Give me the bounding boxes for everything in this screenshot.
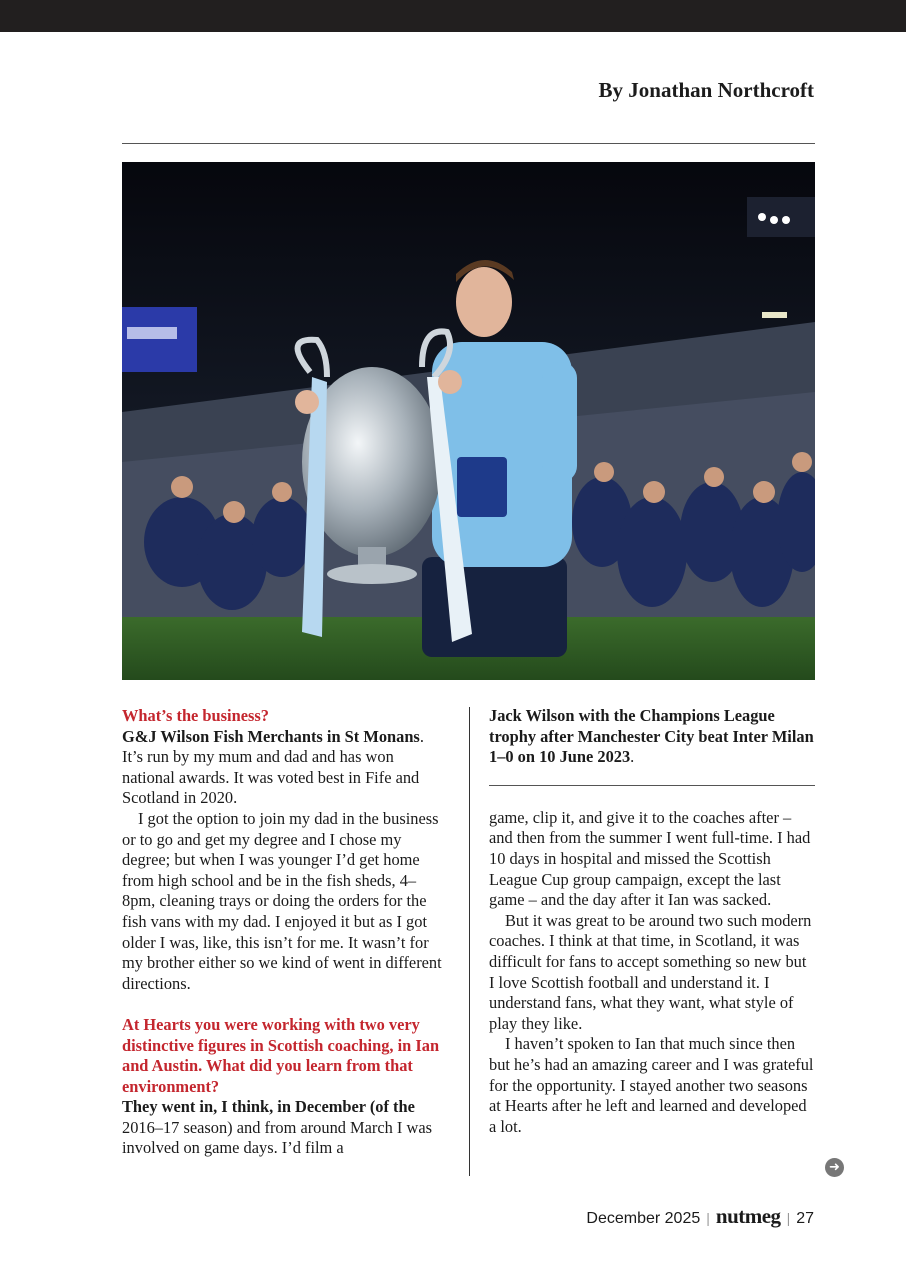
top-bar <box>0 0 906 32</box>
answer-lead: They went in, I think, in December (of the <box>122 1097 415 1117</box>
answer-text: 2016–17 season) and from around March I was involved on game days. I’d film a <box>122 1117 432 1158</box>
article-right-column <box>489 706 815 1137</box>
article-photo <box>122 162 815 680</box>
question-heading: What’s the business? <box>122 706 269 725</box>
photo-illustration <box>122 162 815 680</box>
photo-caption <box>489 706 815 768</box>
arrow-right-circle-icon[interactable]: ➜ <box>825 1158 844 1177</box>
answer-paragraph <box>122 1097 448 1159</box>
page-footer <box>586 1204 814 1229</box>
caption-text: Jack Wilson with the Champions League trophy after Manchester City beat Inter Milan 1–0 on 10 June 2023 <box>489 706 814 767</box>
body-paragraph: I got the option to join my dad in the business or to go and get my degree and I chose my degree; but when I was younger I’d get home from high school and be in the fish sheds, 4–8pm, cleaning trays or doing the orders for the fish vans with my dad. I enjoyed it but as I got older I was, like, this isn’t for me. It wasn’t for my brother either so we kind of went in different directions. <box>122 808 442 993</box>
issue-date: December 2025 <box>586 1210 701 1227</box>
divider-rule <box>122 143 815 144</box>
article-left-column <box>122 706 448 1159</box>
caption-rule <box>489 785 815 786</box>
footer-separator: | <box>786 1210 791 1226</box>
caption-end: . <box>630 747 635 767</box>
body-paragraph: I haven’t spoken to Ian that much since then but he’s had an amazing career and I was grateful for the opportunity. I stayed another two seasons at Hearts after he left and learned and developed a lot. <box>489 1034 814 1136</box>
magazine-logo: nutmeg <box>715 1204 781 1228</box>
answer-text: . It’s run by my mum and dad and has won national awards. It was voted best in Fife and Scotland in 2020. <box>122 726 424 808</box>
answer-paragraph <box>122 727 448 809</box>
answer-lead: G&J Wilson Fish Merchants in St Monans <box>122 726 420 746</box>
byline: By Jonathan Northcroft <box>598 78 814 102</box>
question-heading: At Hearts you were working with two very distinctive figures in Scottish coaching, in Ian and Austin. What did you learn from that environment? <box>122 1014 440 1096</box>
footer-separator: | <box>706 1210 710 1226</box>
column-divider <box>469 707 470 1176</box>
body-paragraph: game, clip it, and give it to the coaches after – and then from the summer I went full-time. I had 10 days in hospital and missed the Scottish League Cup group campaign, except the last game – and the day after it Ian was sacked. <box>489 807 811 910</box>
page-number: 27 <box>796 1210 814 1227</box>
body-paragraph: But it was great to be around two such modern coaches. I think at that time, in Scotland, it was difficult for fans to accept something so new but I love Scottish football and understand it. I understand fans, what they want, what style of play they like. <box>489 910 812 1033</box>
paragraph-gap <box>122 994 448 1015</box>
